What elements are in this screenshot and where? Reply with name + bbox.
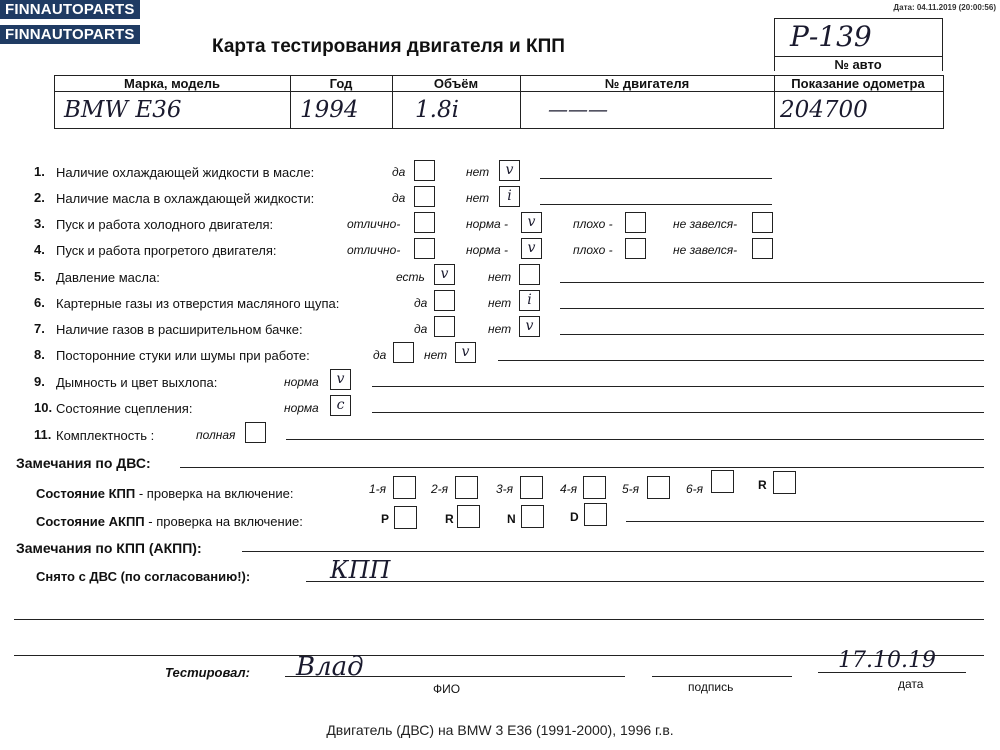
mode-label: D xyxy=(570,510,579,524)
car-number-label: № авто xyxy=(834,57,882,72)
item-number: 7. xyxy=(34,321,45,336)
option-label: не завелся- xyxy=(673,243,738,257)
item-label: Давление масла: xyxy=(56,270,160,285)
option-label: норма xyxy=(284,401,319,415)
remarks-engine-label: Замечания по ДВС: xyxy=(16,455,151,471)
option-label: норма - xyxy=(466,243,509,257)
checkbox-r3-ne-zavelsya[interactable] xyxy=(752,212,773,233)
date-value: 17.10.19 xyxy=(838,648,936,673)
car-number-value: Р-139 xyxy=(790,20,872,53)
item-label: Наличие охлаждающей жидкости в масле: xyxy=(56,165,315,180)
checkbox-r6-da[interactable] xyxy=(434,290,455,311)
tested-label: Тестировал: xyxy=(165,665,250,680)
item-label: Пуск и работа прогретого двигателя: xyxy=(56,243,277,258)
item-label: Наличие газов в расширительном бачке: xyxy=(56,322,303,337)
checkbox-r1-net[interactable]: v xyxy=(499,160,520,181)
option-label: нет xyxy=(424,348,448,362)
item-label: Комплектность : xyxy=(56,428,155,443)
checkbox-r7-net[interactable]: v xyxy=(519,316,540,337)
removed-value: КПП xyxy=(330,556,391,584)
item-label: Посторонние стуки или шумы при работе: xyxy=(56,348,310,363)
mode-label: P xyxy=(381,512,390,526)
checkbox-gear-5[interactable] xyxy=(647,476,670,499)
checkbox-r2-net[interactable]: i xyxy=(499,186,520,207)
auto-check-label: Состояние АКПП - проверка на включение: xyxy=(36,514,303,529)
option-label: нет xyxy=(488,296,512,310)
checkbox-r5-net[interactable] xyxy=(519,264,540,285)
item-number: 2. xyxy=(34,190,45,205)
option-label: да xyxy=(373,348,387,362)
item-label: Наличие масла в охлаждающей жидкости: xyxy=(56,191,315,206)
option-label: плохо - xyxy=(573,243,613,257)
checkbox-r4-otlichno[interactable] xyxy=(414,238,435,259)
item-number: 8. xyxy=(34,347,45,362)
sign-label: подпись xyxy=(688,680,734,694)
option-label: норма xyxy=(284,375,319,389)
checkbox-r3-otlichno[interactable] xyxy=(414,212,435,233)
option-label: отлично- xyxy=(347,217,401,231)
tester-signature: Влад xyxy=(296,652,364,682)
option-label: нет xyxy=(488,270,512,284)
checkbox-gear-6[interactable] xyxy=(711,470,734,493)
gear-label: 1-я xyxy=(369,482,387,496)
item-number: 3. xyxy=(34,216,45,231)
checkbox-r9-norma[interactable]: v xyxy=(330,369,351,390)
checkbox-r11-polnaya[interactable] xyxy=(245,422,266,443)
option-label: нет xyxy=(466,165,490,179)
checkbox-gear-r[interactable] xyxy=(773,471,796,494)
option-label: да xyxy=(392,191,406,205)
col-header-year: Год xyxy=(329,76,353,91)
item-label: Состояние сцепления: xyxy=(56,401,193,416)
col-header-engine-no: № двигателя xyxy=(604,76,690,91)
date-stamp: Дата: 04.11.2019 (20:00:56) xyxy=(893,3,996,12)
checkbox-r8-net[interactable]: v xyxy=(455,342,476,363)
checkbox-r8-da[interactable] xyxy=(393,342,414,363)
checkbox-r3-norma[interactable]: v xyxy=(521,212,542,233)
checkbox-gear-1[interactable] xyxy=(393,476,416,499)
watermark-logo: FINNAUTOPARTS xyxy=(0,25,140,44)
option-label: норма - xyxy=(466,217,509,231)
checkbox-r1-da[interactable] xyxy=(414,160,435,181)
watermark-logo: FINNAUTOPARTS xyxy=(0,0,140,19)
checkbox-r6-net[interactable]: i xyxy=(519,290,540,311)
checkbox-mode-n[interactable] xyxy=(521,505,544,528)
item-number: 6. xyxy=(34,295,45,310)
checkbox-gear-2[interactable] xyxy=(455,476,478,499)
gear-label: 2-я xyxy=(431,482,449,496)
option-label: отлично- xyxy=(347,243,401,257)
option-label: полная xyxy=(196,428,236,442)
col-header-volume: Объём xyxy=(433,76,479,91)
checkbox-r5-est[interactable]: v xyxy=(434,264,455,285)
page-title: Карта тестирования двигателя и КПП xyxy=(212,36,565,57)
checkbox-r4-norma[interactable]: v xyxy=(521,238,542,259)
checkbox-mode-p[interactable] xyxy=(394,506,417,529)
cell-engine-no: ——— xyxy=(548,97,608,121)
option-label: не завелся- xyxy=(673,217,738,231)
gear-label: 3-я xyxy=(496,482,514,496)
checkbox-r2-da[interactable] xyxy=(414,186,435,207)
gear-label: 5-я xyxy=(622,482,640,496)
checkbox-mode-d[interactable] xyxy=(584,503,607,526)
checkbox-r3-ploho[interactable] xyxy=(625,212,646,233)
gear-label: 4-я xyxy=(560,482,578,496)
option-label: да xyxy=(392,165,406,179)
mode-label: N xyxy=(507,512,516,526)
item-label: Картерные газы из отверстия масляного щупа: xyxy=(56,296,340,311)
checkbox-r4-ploho[interactable] xyxy=(625,238,646,259)
removed-label: Снято с ДВС (по согласованию!): xyxy=(36,569,251,584)
option-label: да xyxy=(414,322,428,336)
cell-model: BMW E36 xyxy=(64,97,182,123)
item-number: 11. xyxy=(34,427,52,442)
cell-odometer: 204700 xyxy=(780,97,868,123)
col-header-model: Марка, модель xyxy=(123,76,221,91)
item-label: Дымность и цвет выхлопа: xyxy=(56,375,218,390)
col-header-odometer: Показание одометра xyxy=(791,76,925,91)
checkbox-r7-da[interactable] xyxy=(434,316,455,337)
option-label: да xyxy=(414,296,428,310)
item-number: 5. xyxy=(34,269,45,284)
item-number: 9. xyxy=(34,374,45,389)
option-label: нет xyxy=(488,322,512,336)
option-label: нет xyxy=(466,191,490,205)
image-caption: Двигатель (ДВС) на BMW 3 E36 (1991-2000), 1996 г.в. xyxy=(326,722,674,738)
item-number: 4. xyxy=(34,242,45,257)
item-number: 1. xyxy=(34,164,45,179)
checkbox-r4-ne-zavelsya[interactable] xyxy=(752,238,773,259)
gear-label: 6-я xyxy=(686,482,704,496)
mode-label: R xyxy=(445,512,454,526)
remarks-gearbox-label: Замечания по КПП (АКПП): xyxy=(16,540,202,556)
checkbox-mode-r[interactable] xyxy=(457,505,480,528)
cell-volume: 1.8i xyxy=(415,97,459,123)
item-label: Пуск и работа холодного двигателя: xyxy=(56,217,274,232)
option-label: есть xyxy=(396,270,425,284)
fio-label: ФИО xyxy=(433,682,461,696)
checkbox-gear-4[interactable] xyxy=(583,476,606,499)
cell-year: 1994 xyxy=(300,97,359,123)
item-number: 10. xyxy=(34,400,53,415)
gear-label: R xyxy=(758,478,767,492)
checkbox-r10-norma[interactable]: c xyxy=(330,395,351,416)
checkbox-gear-3[interactable] xyxy=(520,476,543,499)
date-label: дата xyxy=(898,677,924,691)
gearbox-check-label: Состояние КПП - проверка на включение: xyxy=(36,486,294,501)
option-label: плохо - xyxy=(573,217,613,231)
